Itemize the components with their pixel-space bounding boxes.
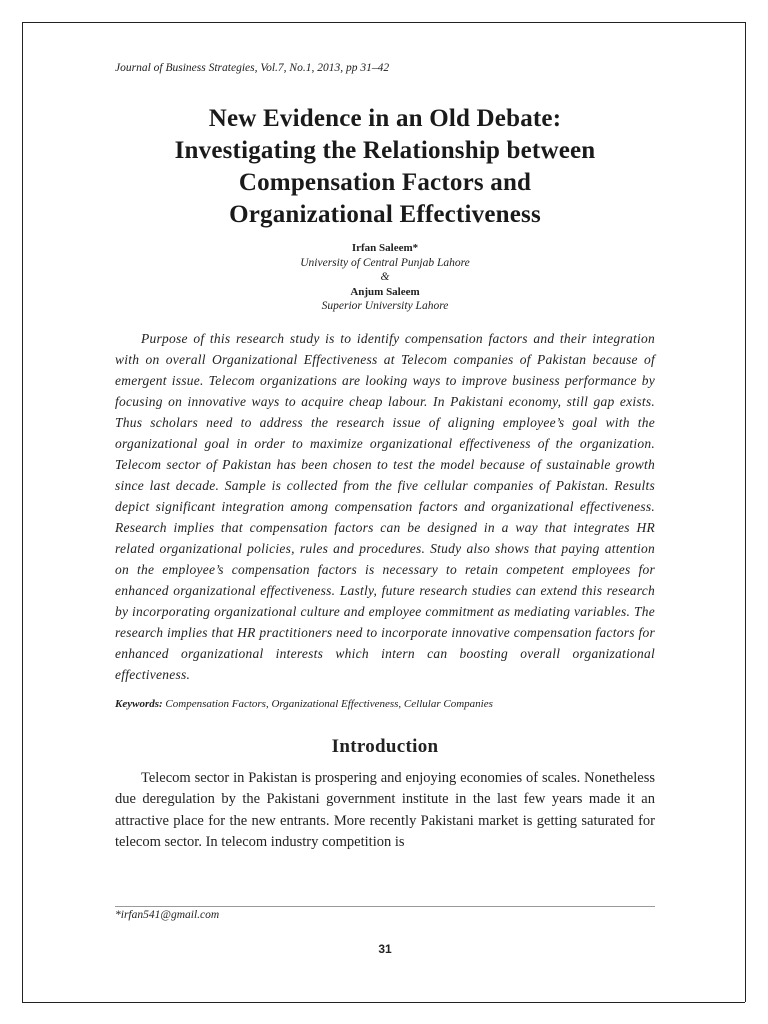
journal-citation: Journal of Business Strategies, Vol.7, No.1, 2013, pp 31–42	[115, 62, 390, 74]
paper-page	[115, 60, 655, 854]
author-affiliation: Superior University Lahore	[321, 300, 449, 312]
keywords-line	[115, 696, 655, 712]
author-affiliation: University of Central Punjab Lahore	[300, 256, 470, 269]
keywords-label: Keywords:	[115, 697, 163, 710]
author-name: Irfan Saleem*	[351, 242, 419, 254]
author-separator: &	[380, 271, 390, 283]
page-border-right	[745, 22, 746, 1002]
page-number: 31	[378, 942, 392, 956]
title-line: Investigating the Relationship between	[174, 137, 596, 164]
page-border-bottom	[22, 1002, 745, 1003]
footnote-divider	[115, 906, 655, 907]
abstract-text: Purpose of this research study is to identify compensation factors and their integration with on overall Organizational Effectiveness at Telecom companies of Pakistan because of emergent issue. Telecom organizations are looking ways to improve business performance by focusing on innovative ways to acquire cheap labour. In Pakistani economy, still gap exists. Thus scholars need to address the research issue of aligning employee’s goal with the organizational goal in order to maximize organizational effectiveness of the organization. Telecom sector of Pakistan has been chosen to test the model because of sustainable growth since last decade. Sample is collected from the five cellular companies of Pakistan. Results depict significant integration among compensation factors and organizational effectiveness. Research implies that compensation factors can be designed in a way that integrates HR related organizational policies, rules and procedures. Study also shows that paying attention on the employee’s compensation factors is necessary to retain competent employees for enhanced organizational effectiveness. Lastly, future research studies can extend this research by incorporating organizational culture and employee commitment as mediating variables. The research implies that HR practitioners need to incorporate innovative compensation factors for enhanced organizational interests which intern can boosting overall organizational effectiveness.	[115, 330, 655, 682]
page-border-top	[22, 22, 745, 23]
title-line: New Evidence in an Old Debate:	[208, 105, 562, 132]
introduction-paragraph: Telecom sector in Pakistan is prospering and enjoying economies of scales. Nonetheless due deregulation by the Pakistani government institute in the last few years made it an attractive place for the new entrants. More recently Pakistani market is getting saturated for telecom sector. In telecom industry competition is	[115, 769, 655, 850]
title-line: Compensation Factors and	[238, 169, 532, 196]
keywords-list: Compensation Factors, Organizational Effectiveness, Cellular Companies	[165, 697, 493, 710]
article-title	[115, 103, 655, 231]
page-border-left	[22, 22, 23, 1002]
author-name: Anjum Saleem	[350, 285, 420, 298]
footnote-email: *irfan541@gmail.com	[115, 909, 220, 921]
section-heading-introduction: Introduction	[331, 735, 439, 757]
author-block	[115, 241, 655, 314]
title-line: Organizational Effectiveness	[229, 201, 541, 228]
